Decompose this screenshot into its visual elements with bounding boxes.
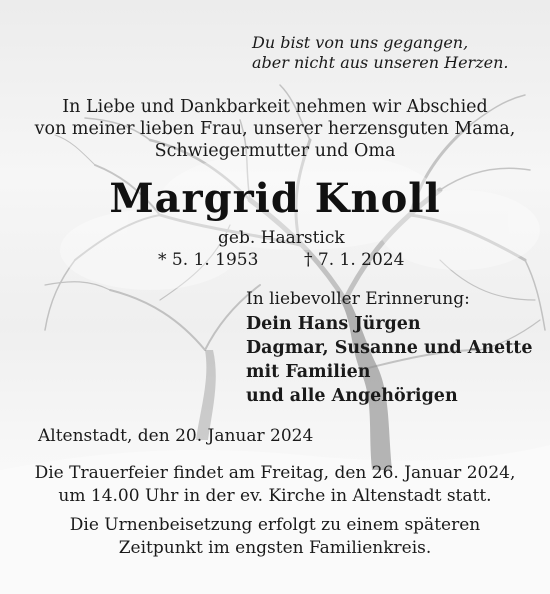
burial-line-1: Die Urnenbeisetzung erfolgt zu einem späteren	[69, 515, 481, 535]
mourner-line: und alle Angehörigen	[246, 386, 458, 406]
intro-line-3: Schwiegermutter und Oma	[154, 141, 396, 161]
life-dates	[158, 250, 405, 270]
birth-date: * 5. 1. 1953	[158, 250, 259, 270]
intro-line-1: In Liebe und Dankbarkeit nehmen wir Abschied	[62, 97, 488, 117]
memory-label: In liebevoller Erinnerung:	[246, 289, 470, 309]
quote	[252, 33, 508, 73]
mourner-line: mit Familien	[246, 362, 371, 382]
service-line-1: Die Trauerfeier findet am Freitag, den 26. Januar 2024,	[34, 463, 516, 483]
mourner-line: Dagmar, Susanne und Anette	[246, 338, 533, 358]
death-date: † 7. 1. 2024	[304, 250, 405, 270]
service-line-2: um 14.00 Uhr in der ev. Kirche in Altenstadt statt.	[58, 486, 492, 506]
quote-line-1: Du bist von uns gegangen,	[252, 33, 469, 52]
burial-line-2: Zeitpunkt im engsten Familienkreis.	[118, 538, 432, 558]
intro-line-2: von meiner lieben Frau, unserer herzensguten Mama,	[34, 119, 516, 139]
place-and-date: Altenstadt, den 20. Januar 2024	[38, 426, 314, 446]
mourners-list	[246, 312, 532, 408]
burial-info	[0, 514, 550, 560]
birth-name: geb. Haarstick	[218, 228, 345, 248]
quote-line-2: aber nicht aus unseren Herzen.	[252, 53, 509, 72]
mourner-line: Dein Hans Jürgen	[246, 314, 421, 334]
funeral-service-info	[0, 462, 550, 508]
deceased-name: Margrid Knoll	[109, 175, 441, 222]
